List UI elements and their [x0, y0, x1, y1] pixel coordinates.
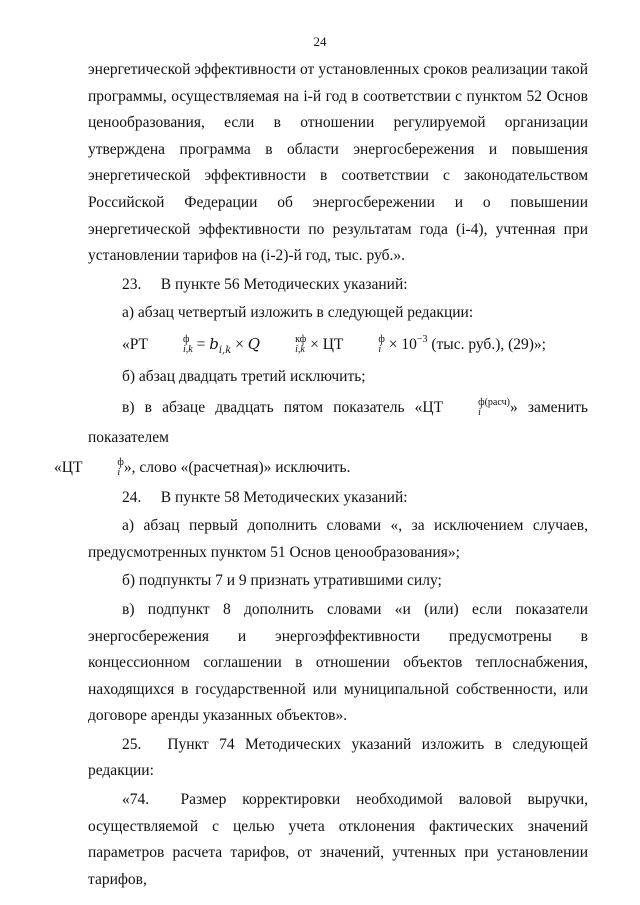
formula-times-3: × 10 [384, 335, 417, 353]
formula-times-1: × [231, 335, 248, 353]
formula-open: «РТ [122, 335, 149, 353]
item-23-v-start: в) в абзаце двадцать пятом показатель «ЦТ [122, 398, 444, 416]
item-23-heading: 23. В пункте 56 Методических указаний: [122, 275, 408, 293]
formula-b-sub: i,k [218, 344, 232, 356]
item-25-heading: 25. Пункт 74 Методических указаний изложить в следующей редакции: [88, 735, 588, 780]
formula-tail: (тыс. руб.), (29)»; [427, 335, 546, 353]
formula-eq: = [192, 335, 210, 353]
item-24-b: б) подпункты 7 и 9 признать утратившими силу; [122, 572, 442, 590]
formula-q: Q [247, 334, 261, 353]
formula-ct-index: ф i [378, 334, 385, 356]
formula-29 [88, 329, 588, 362]
item-23-a: а) абзац четвертый изложить в следующей редакции: [122, 304, 474, 322]
item-23-v-end: », слово «(расчетная)» исключить. [123, 458, 351, 476]
formula-times-2: × ЦТ [306, 335, 344, 353]
item-23-v-mid: » заменить показателем [88, 398, 588, 446]
formula-q-index: кф i,k [295, 334, 307, 356]
item-24-v: в) подпункт 8 дополнить словами «и (или) если показатели энергосбережения и энергоэффективности предусмотрены в концессионном соглашении в отношении объектов теплоснабжения, находящихся в государственной или муниципальной собственности, или договоре аренды указанных объектов». [88, 600, 588, 725]
item-24-a: а) абзац первый дополнить словами «, за исключением случаев, предусмотренных пунктом 51 Основ ценообразования»; [88, 517, 588, 561]
page-number: 24 [313, 34, 327, 49]
paragraph-continuation: энергетической эффективности от установленных сроков реализации такой программы, осуществляемая на i-й год в соответствии с пунктом 52 Основ ценообразования, если в отношении регулируемой организации утверждена программа в области энергосбережения и повышения энергетической эффективности в соответствии с законодательством Российской Федерации об энергосбережении и о повышении энергетической эффективности по результатам года (i-4), учтенная при установлении тарифов на (i-2)-й год, тыс. руб.». [88, 61, 588, 265]
item-23-b: б) абзац двадцать третий исключить; [122, 367, 366, 385]
item-74-text: «74. Размер корректировки необходимой валовой выручки, осуществляемой с целью учета отклонения фактических значений параметров расчета тарифов, от значений, учтенных при установлении тарифов, [88, 791, 588, 888]
item-23-v-index-1: ф(расч) i [478, 396, 510, 418]
formula-exponent: −3 [416, 333, 428, 345]
item-23-v-index-2: ф i [117, 456, 124, 478]
item-24-heading: 24. В пункте 58 Методических указаний: [122, 488, 408, 506]
formula-b: b [209, 334, 219, 353]
item-23-v [54, 393, 588, 483]
formula-rt-index: ф i,k [183, 334, 193, 356]
document-body [54, 57, 588, 893]
item-23-v-line2-start: «ЦТ [54, 458, 83, 476]
